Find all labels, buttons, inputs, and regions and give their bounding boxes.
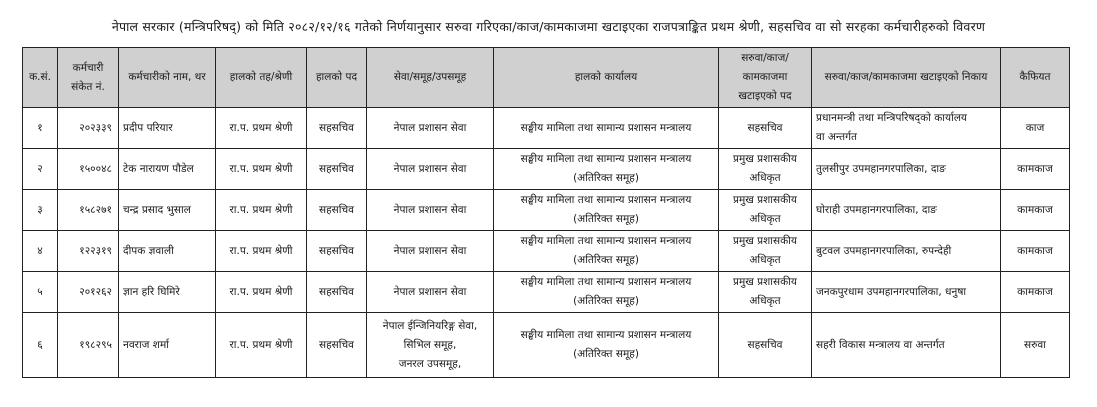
- cell-level: रा.प. प्रथम श्रेणी: [216, 313, 307, 378]
- cell-post: सहसचिव: [307, 313, 367, 378]
- cell-level: रा.प. प्रथम श्रेणी: [216, 149, 307, 190]
- table-row: [23, 272, 1070, 313]
- table-row: [23, 190, 1070, 231]
- header-new-post-line1: सरुवा/काज/: [741, 52, 789, 64]
- cell-remarks: कामकाज: [1001, 190, 1070, 231]
- new-post-line: सहसचिव: [747, 338, 783, 351]
- cell-employee-code: १५८२७१: [58, 190, 119, 231]
- table-row: [23, 313, 1070, 378]
- new-office-line: तुलसीपुर उपमहानगरपालिका, दाङ: [816, 162, 946, 175]
- cell-remarks: कामकाज: [1001, 272, 1070, 313]
- cell-remarks: काज: [1001, 108, 1070, 149]
- office-line: (अतिरिक्त समूह): [573, 348, 639, 360]
- cell-new-office: [812, 108, 1001, 149]
- table-row: [23, 231, 1070, 272]
- new-post-line: प्रमुख प्रशासकीय: [733, 235, 797, 247]
- header-employee-code: [58, 48, 119, 108]
- cell-office: [494, 190, 719, 231]
- cell-new-office: [812, 272, 1001, 313]
- cell-name: प्रदीप परियार: [119, 108, 216, 149]
- cell-name: टेक नारायण पौडेल: [119, 149, 216, 190]
- cell-employee-code: २०२३३९: [58, 108, 119, 149]
- cell-new-office: [812, 231, 1001, 272]
- header-employee-code-line1: कर्मचारी: [72, 61, 104, 74]
- cell-level: रा.प. प्रथम श्रेणी: [216, 190, 307, 231]
- service-line: नेपाल प्रशासन सेवा: [393, 244, 467, 257]
- header-office: हालको कार्यालय: [494, 48, 719, 108]
- cell-sn: ३: [23, 190, 58, 231]
- header-new-post-line2: कामकाजमा: [742, 71, 788, 83]
- cell-new-post: [719, 108, 812, 149]
- service-line: नेपाल प्रशासन सेवा: [393, 203, 467, 216]
- new-post-line: प्रमुख प्रशासकीय: [733, 276, 797, 288]
- new-office-line: वा अन्तर्गत: [816, 131, 858, 143]
- cell-name: नवराज शर्मा: [119, 313, 216, 378]
- cell-employee-code: १५००४८: [58, 149, 119, 190]
- service-line: नेपाल ईन्जिनियरिङ्ग सेवा,: [382, 319, 478, 332]
- office-line: (अतिरिक्त समूह): [573, 254, 639, 266]
- cell-new-office: [812, 190, 1001, 231]
- header-post: हालको पद: [307, 48, 367, 108]
- cell-office: [494, 272, 719, 313]
- cell-office: [494, 149, 719, 190]
- header-new-office: सरुवा/काज/कामकाजमा खटाइएको निकाय: [812, 48, 1001, 108]
- header-sn: क.सं.: [23, 48, 58, 108]
- cell-remarks: सरुवा: [1001, 313, 1070, 378]
- office-line: सङ्घीय मामिला तथा सामान्य प्रशासन मन्त्रालय: [520, 235, 692, 247]
- service-line: सिभिल समूह,: [403, 338, 457, 351]
- cell-service: [367, 272, 494, 313]
- cell-level: रा.प. प्रथम श्रेणी: [216, 272, 307, 313]
- header-new-post: [719, 48, 812, 108]
- cell-post: सहसचिव: [307, 231, 367, 272]
- cell-new-post: [719, 231, 812, 272]
- cell-employee-code: १९८२९५: [58, 313, 119, 378]
- cell-sn: १: [23, 108, 58, 149]
- cell-new-post: [719, 272, 812, 313]
- cell-post: सहसचिव: [307, 108, 367, 149]
- document-title: नेपाल सरकार (मन्त्रिपरिषद्) को मिति २०८२/१२/१६ गतेको निर्णयानुसार सरुवा गरिएका/काज/कामकाजमा खटाइएका राजपत्राङ्कित प्रथम श्रेणी, सहसचिव वा सो सरहका कर्मचारीहरुको विवरण: [111, 19, 986, 34]
- header-level: हालको तह/श्रेणी: [216, 48, 307, 108]
- cell-service: [367, 108, 494, 149]
- service-line: नेपाल प्रशासन सेवा: [393, 285, 467, 298]
- new-office-line: सहरी विकास मन्त्रालय वा अन्तर्गत: [816, 338, 945, 351]
- table-row: [23, 108, 1070, 149]
- cell-sn: २: [23, 149, 58, 190]
- cell-new-office: [812, 149, 1001, 190]
- office-line: सङ्घीय मामिला तथा सामान्य प्रशासन मन्त्रालय: [520, 329, 692, 341]
- office-line: (अतिरिक्त समूह): [573, 213, 639, 225]
- cell-new-post: [719, 190, 812, 231]
- new-post-line: अधिकृत: [749, 213, 781, 225]
- office-line: सङ्घीय मामिला तथा सामान्य प्रशासन मन्त्रालय: [520, 153, 692, 165]
- office-line: सङ्घीय मामिला तथा सामान्य प्रशासन मन्त्रालय: [520, 194, 692, 206]
- header-service: सेवा/समूह/उपसमूह: [367, 48, 494, 108]
- header-new-post-line3: खटाइएको पद: [738, 90, 792, 102]
- service-line: जनरल उपसमूह,: [398, 357, 462, 370]
- header-row: [23, 48, 1070, 108]
- new-office-line: जनकपुरधाम उपमहानगरपालिका, धनुषा: [816, 285, 967, 298]
- new-office-line: प्रधानमन्त्री तथा मन्त्रिपरिषद्को कार्यालय: [816, 112, 968, 124]
- cell-service: [367, 231, 494, 272]
- cell-sn: ५: [23, 272, 58, 313]
- cell-post: सहसचिव: [307, 149, 367, 190]
- new-post-line: प्रमुख प्रशासकीय: [733, 153, 797, 165]
- office-line: सङ्घीय मामिला तथा सामान्य प्रशासन मन्त्रालय: [520, 121, 692, 134]
- cell-new-office: [812, 313, 1001, 378]
- new-post-line: अधिकृत: [749, 254, 781, 266]
- new-post-line: सहसचिव: [747, 121, 783, 134]
- cell-office: [494, 108, 719, 149]
- cell-level: रा.प. प्रथम श्रेणी: [216, 231, 307, 272]
- new-post-line: प्रमुख प्रशासकीय: [733, 194, 797, 206]
- cell-new-post: [719, 313, 812, 378]
- cell-employee-code: १२२३१९: [58, 231, 119, 272]
- service-line: नेपाल प्रशासन सेवा: [393, 162, 467, 175]
- cell-office: [494, 231, 719, 272]
- new-post-line: अधिकृत: [749, 295, 781, 307]
- cell-sn: ६: [23, 313, 58, 378]
- cell-office: [494, 313, 719, 378]
- cell-name: दीपक ज्ञवाली: [119, 231, 216, 272]
- cell-remarks: कामकाज: [1001, 231, 1070, 272]
- service-line: नेपाल प्रशासन सेवा: [393, 121, 467, 134]
- cell-name: चन्द्र प्रसाद भुसाल: [119, 190, 216, 231]
- office-line: (अतिरिक्त समूह): [573, 172, 639, 184]
- new-office-line: घोराही उपमहानगरपालिका, दाङ: [816, 203, 937, 216]
- office-line: (अतिरिक्त समूह): [573, 295, 639, 307]
- cell-level: रा.प. प्रथम श्रेणी: [216, 108, 307, 149]
- cell-name: ज्ञान हरि घिमिरे: [119, 272, 216, 313]
- cell-sn: ४: [23, 231, 58, 272]
- cell-employee-code: २०१२६२: [58, 272, 119, 313]
- employee-transfer-table: [22, 47, 1070, 378]
- new-office-line: बुटवल उपमहानगरपालिका, रुपन्देही: [816, 244, 952, 257]
- cell-service: [367, 313, 494, 378]
- header-name: कर्मचारीको नाम, थर: [119, 48, 216, 108]
- header-employee-code-line2: संकेत नं.: [71, 80, 105, 93]
- cell-post: सहसचिव: [307, 272, 367, 313]
- cell-service: [367, 149, 494, 190]
- office-line: सङ्घीय मामिला तथा सामान्य प्रशासन मन्त्रालय: [520, 276, 692, 288]
- table-row: [23, 149, 1070, 190]
- cell-service: [367, 190, 494, 231]
- new-post-line: अधिकृत: [749, 172, 781, 184]
- header-remarks: कैफियत: [1001, 48, 1070, 108]
- cell-new-post: [719, 149, 812, 190]
- cell-remarks: कामकाज: [1001, 149, 1070, 190]
- cell-post: सहसचिव: [307, 190, 367, 231]
